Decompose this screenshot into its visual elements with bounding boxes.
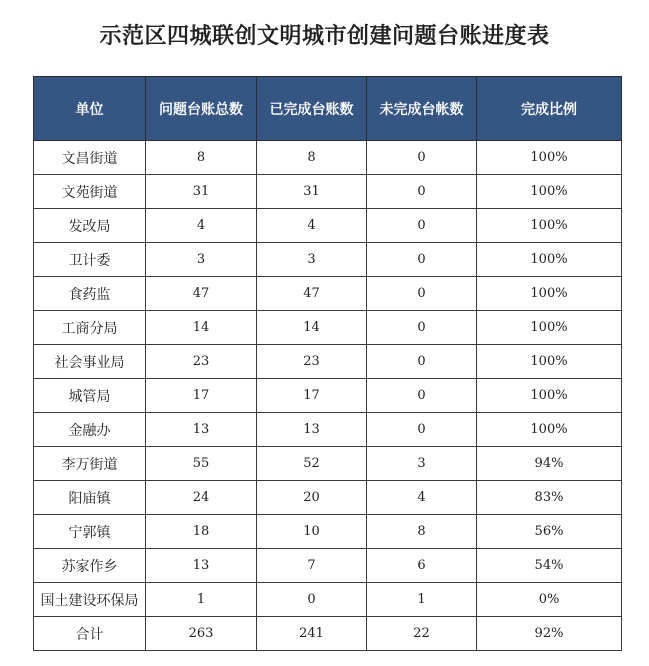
cell-total: 8 (146, 141, 257, 175)
cell-ratio: 100% (477, 175, 622, 209)
cell-total: 4 (146, 209, 257, 243)
cell-incomplete: 3 (367, 447, 477, 481)
cell-incomplete: 6 (367, 549, 477, 583)
cell-incomplete: 0 (367, 379, 477, 413)
cell-unit: 文昌街道 (34, 141, 146, 175)
table-row (34, 243, 622, 277)
table-row (34, 549, 622, 583)
cell-ratio: 100% (477, 243, 622, 277)
table-row (34, 447, 622, 481)
cell-completed: 3 (257, 243, 367, 277)
cell-unit: 宁郭镇 (34, 515, 146, 549)
cell-unit: 工商分局 (34, 311, 146, 345)
cell-unit: 社会事业局 (34, 345, 146, 379)
cell-ratio: 0% (477, 583, 622, 617)
cell-ratio: 94% (477, 447, 622, 481)
cell-incomplete: 0 (367, 175, 477, 209)
cell-incomplete: 8 (367, 515, 477, 549)
cell-total: 31 (146, 175, 257, 209)
cell-unit: 李万街道 (34, 447, 146, 481)
column-header-incomplete: 未完成台帐数 (367, 77, 477, 141)
cell-total: 24 (146, 481, 257, 515)
cell-unit: 国土建设环保局 (34, 583, 146, 617)
cell-completed: 0 (257, 583, 367, 617)
cell-ratio: 100% (477, 141, 622, 175)
cell-completed: 7 (257, 549, 367, 583)
cell-total: 23 (146, 345, 257, 379)
cell-total: 13 (146, 549, 257, 583)
table-total-row (34, 617, 622, 651)
table-row (34, 481, 622, 515)
cell-ratio: 100% (477, 311, 622, 345)
cell-completed: 31 (257, 175, 367, 209)
column-header-completed: 已完成台账数 (257, 77, 367, 141)
cell-incomplete: 0 (367, 277, 477, 311)
column-header-ratio: 完成比例 (477, 77, 622, 141)
cell-unit: 苏家作乡 (34, 549, 146, 583)
cell-unit: 金融办 (34, 413, 146, 447)
column-header-unit: 单位 (34, 77, 146, 141)
table-row (34, 413, 622, 447)
cell-incomplete: 0 (367, 141, 477, 175)
table-row (34, 311, 622, 345)
cell-incomplete: 0 (367, 345, 477, 379)
cell-incomplete: 0 (367, 243, 477, 277)
cell-ratio: 83% (477, 481, 622, 515)
cell-unit: 食药监 (34, 277, 146, 311)
cell-total: 18 (146, 515, 257, 549)
table-row (34, 345, 622, 379)
cell-unit: 城管局 (34, 379, 146, 413)
table-row (34, 141, 622, 175)
cell-total: 17 (146, 379, 257, 413)
page-title: 示范区四城联创文明城市创建问题台账进度表 (99, 23, 550, 49)
cell-incomplete: 4 (367, 481, 477, 515)
table-row (34, 209, 622, 243)
cell-incomplete: 22 (367, 617, 477, 651)
table-row (34, 515, 622, 549)
cell-total: 3 (146, 243, 257, 277)
cell-ratio: 100% (477, 209, 622, 243)
cell-unit: 发改局 (34, 209, 146, 243)
cell-completed: 23 (257, 345, 367, 379)
progress-table (33, 76, 622, 651)
column-header-total: 问题台账总数 (146, 77, 257, 141)
cell-unit: 阳庙镇 (34, 481, 146, 515)
cell-total: 47 (146, 277, 257, 311)
cell-ratio: 100% (477, 277, 622, 311)
cell-total: 13 (146, 413, 257, 447)
table-header-row (34, 77, 622, 141)
cell-incomplete: 1 (367, 583, 477, 617)
table-row (34, 379, 622, 413)
cell-incomplete: 0 (367, 311, 477, 345)
cell-unit: 合计 (34, 617, 146, 651)
cell-total: 55 (146, 447, 257, 481)
cell-completed: 14 (257, 311, 367, 345)
cell-total: 1 (146, 583, 257, 617)
cell-completed: 10 (257, 515, 367, 549)
cell-unit: 卫计委 (34, 243, 146, 277)
cell-ratio: 92% (477, 617, 622, 651)
cell-completed: 17 (257, 379, 367, 413)
cell-incomplete: 0 (367, 209, 477, 243)
cell-ratio: 54% (477, 549, 622, 583)
cell-unit: 文苑街道 (34, 175, 146, 209)
cell-total: 263 (146, 617, 257, 651)
cell-ratio: 100% (477, 413, 622, 447)
cell-completed: 20 (257, 481, 367, 515)
cell-completed: 47 (257, 277, 367, 311)
cell-completed: 8 (257, 141, 367, 175)
table-row (34, 583, 622, 617)
cell-ratio: 56% (477, 515, 622, 549)
cell-completed: 241 (257, 617, 367, 651)
cell-completed: 13 (257, 413, 367, 447)
cell-completed: 52 (257, 447, 367, 481)
cell-incomplete: 0 (367, 413, 477, 447)
cell-completed: 4 (257, 209, 367, 243)
table-row (34, 175, 622, 209)
cell-ratio: 100% (477, 379, 622, 413)
cell-ratio: 100% (477, 345, 622, 379)
table-row (34, 277, 622, 311)
cell-total: 14 (146, 311, 257, 345)
